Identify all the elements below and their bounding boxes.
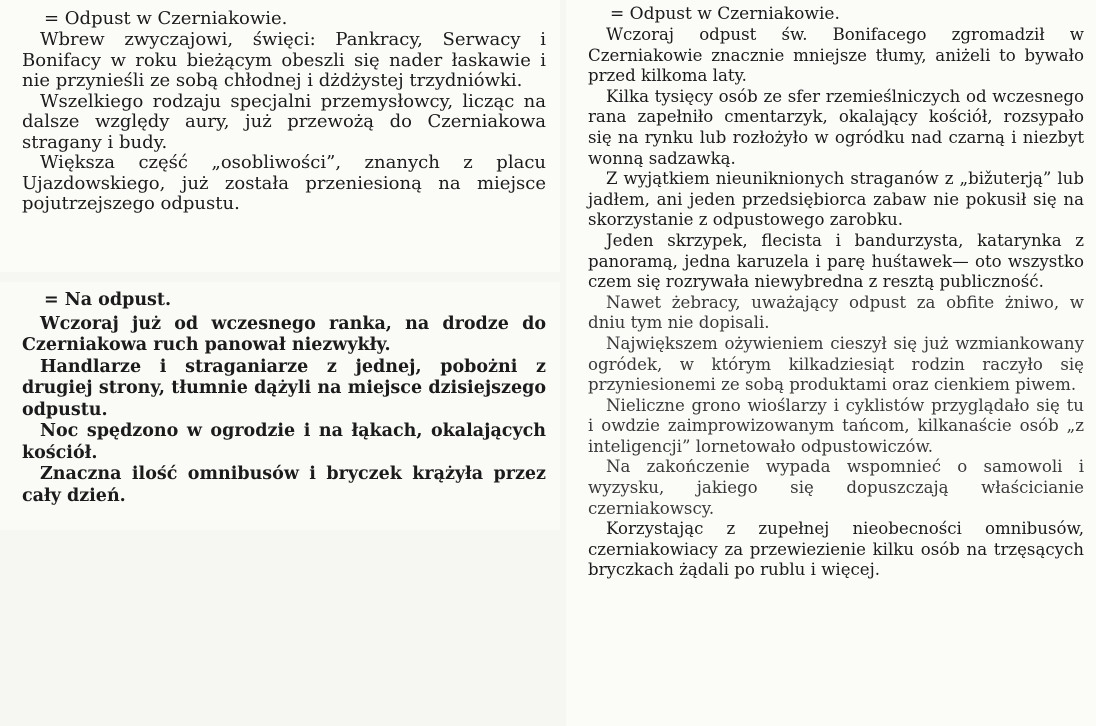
paragraph: Większa część „osobliwości”, znanych z placu Ujazdowskiego, już została przeniesioną na miejsce pojutrzejszego odpustu. — [22, 152, 546, 214]
paragraph: Wbrew zwyczajowi, święci: Pankracy, Serwacy i Bonifacy w roku bieżącym obeszli się nader łaskawie i nie przynieśli ze sobą chłodnej i dżdżystej trzydniówki. — [22, 29, 546, 91]
article-odpust-report — [566, 0, 1096, 581]
article-title: = Odpust w Czerniakowie. — [610, 4, 840, 24]
paragraph: Największem ożywieniem cieszył się już wzmiankowany ogródek, w którym kilkadziesiąt rodzin raczyło się przyniesionemi ze sobą produktami oraz cienkiem piwem. — [588, 333, 1084, 395]
paragraph: Nawet żebracy, uważający odpust za obfite żniwo, w dniu tym nie dopisali. — [588, 292, 1084, 333]
paragraph: Na zakończenie wypada wspomnieć o samowoli i wyzysku, jakiego się dopuszczają właścicianie czerniakowscy. — [588, 457, 1084, 518]
paragraph: Wczoraj odpust św. Bonifacego zgromadził w Czerniakowie znacznie mniejsze tłumy, aniżeli to bywało przed kilkoma laty. — [588, 25, 1084, 86]
paragraph: Handlarze i straganiarze z jednej, pobożni z drugiej strony, tłumnie dążyli na miejsce dzisiejszego odpustu. — [22, 356, 546, 420]
paragraph: Znaczna ilość omnibusów i bryczek krążyła przez cały dzień. — [22, 464, 546, 506]
article-title: = Na odpust. — [44, 290, 172, 310]
article-na-odpust — [0, 282, 560, 507]
paragraph: Korzystając z zupełnej nieobecności omnibusów, czerniakowiacy za przewiezienie kilku osób na trzęsących bryczkach żądali po rublu i więcej. — [588, 519, 1084, 580]
paragraph: Kilka tysięcy osób ze sfer rzemieślniczych od wczesnego rana zapełniło cmentarzyk, okalający kościół, rozsypało się na rynku lub rozłożyło w ogródku nad czarną i niezbyt wonną sadzawką. — [588, 86, 1084, 168]
article-odpust-announcement — [0, 0, 560, 215]
paragraph: Noc spędzono w ogrodzie i na łąkach, okalających kościół. — [22, 421, 546, 463]
paragraph: Jeden skrzypek, flecista i bandurzysta, katarynka z panoramą, jedna karuzela i parę huśtawek— oto wszystko czem się rozrywała niewybredna z resztą publiczność. — [588, 230, 1084, 292]
article-title: = Odpust w Czerniakowie. — [44, 8, 288, 29]
paragraph: Wczoraj już od wczesnego ranka, na drodze do Czerniakowa ruch panował niezwykły. — [22, 313, 546, 355]
clipping-na-odpust — [0, 282, 560, 530]
paragraph: Nieliczne grono wioślarzy i cyklistów przyglądało się tu i owdzie zaimprowizowanym tańcom, kilkanaście osób „z inteligencji” lornetowało odpustowiczów. — [588, 395, 1084, 456]
paragraph: Z wyjątkiem nieuniknionych straganów z „bižuterją” lub jadłem, ani jeden przedsiębiorca zabaw nie pokusił się na skorzystanie z odpustowego zarobku. — [588, 169, 1084, 230]
clipping-odpust-report — [566, 0, 1096, 726]
paragraph: Wszelkiego rodzaju specjalni przemysłowcy, licząc na dalsze względy aury, już przewożą do Czerniakowa stragany i budy. — [22, 90, 546, 153]
clipping-odpust-announcement — [0, 0, 560, 272]
